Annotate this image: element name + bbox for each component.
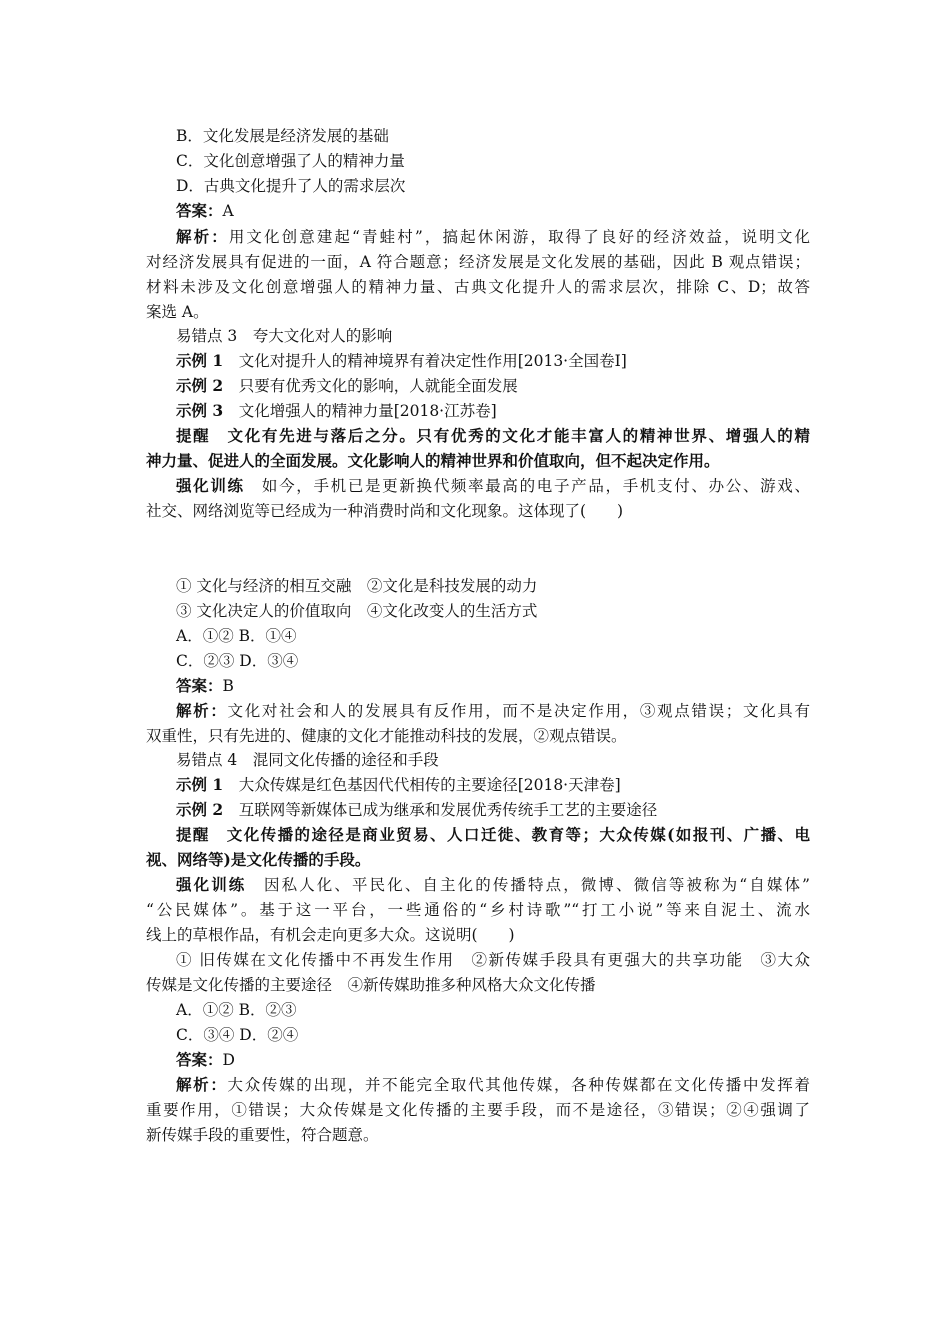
example-text: 大众传媒是红色基因代代相传的主要途径[2018·天津卷] [223,776,621,794]
answer-line [176,1048,235,1072]
drill-line [146,474,810,498]
analysis-label: 解析： [176,1075,228,1094]
example-label: 示例 2 [176,376,224,395]
option-line: A．①② B．①④ [176,627,297,645]
example-line [176,798,657,822]
answer-value: D [222,1051,235,1069]
option-line: C．③④ D．②④ [176,1026,299,1044]
analysis-line [146,225,810,249]
analysis-text: 文化对社会和人的发展具有反作用，而不是决定作用，③观点错误；文化具有 [227,702,810,720]
analysis-line: 新传媒手段的重要性，符合题意。 [146,1126,379,1144]
drill-line: “公民媒体”。基于这一平台，一些通俗的“乡村诗歌”“打工小说”等来自泥土、流水 [146,901,810,919]
example-text: 文化对提升人的精神境界有着决定性作用[2013·全国卷Ⅰ] [223,352,627,370]
example-label: 示例 1 [176,775,224,794]
tip-line: 提醒 文化有先进与落后之分。只有优秀的文化才能丰富人的精神世界、增强人的精 [176,426,810,445]
analysis-label: 解析： [176,227,229,246]
example-label: 示例 1 [176,351,224,370]
answer-value: A [222,202,234,220]
tip-line: 神力量、促进人的全面发展。文化影响人的精神世界和价值取向，但不起决定作用。 [146,451,720,470]
drill-label: 强化训练 [176,875,247,894]
example-text: 互联网等新媒体已成为继承和发展优秀传统手工艺的主要途径 [223,801,658,819]
answer-label: 答案： [176,676,223,695]
section-heading: 易错点 4 混同文化传播的途径和手段 [176,751,439,769]
analysis-line: 双重性，只有先进的、健康的文化才能推动科技的发展，②观点错误。 [146,727,627,745]
analysis-line: 对经济发展具有促进的一面，A 符合题意；经济发展是文化发展的基础，因此 B 观点错误； [146,253,810,271]
analysis-text: 大众传媒的出现，并不能完全取代其他传媒，各种传媒都在文化传播中发挥着 [227,1076,810,1094]
answer-value: B [222,677,234,695]
drill-text: 如今，手机已是更新换代频率最高的电子产品，手机支付、办公、游戏、 [244,477,810,495]
choice-line: 传媒是文化传播的主要途径 ④新传媒助推多种风格大众文化传播 [146,976,596,994]
answer-label: 答案： [176,1050,223,1069]
choice-line: ① 旧传媒在文化传播中不再发生作用 ②新传媒手段具有更强大的共享功能 ③大众 [176,951,810,969]
analysis-line [146,699,810,723]
tip-line: 提醒 文化传播的途径是商业贸易、人口迁徙、教育等；大众传媒(如报刊、广播、电 [176,825,810,844]
option-line: A．①② B．②③ [176,1001,297,1019]
answer-line [176,674,234,698]
option-b: B．文化发展是经济发展的基础 [176,127,389,145]
drill-text: 因私人化、平民化、自主化的传播特点，微博、微信等被称为“自媒体” [246,876,810,894]
analysis-text: 用文化创意建起“青蛙村”，搞起休闲游，取得了良好的经济效益，说明文化 [228,228,810,246]
example-line [176,349,627,373]
example-line [176,773,621,797]
analysis-line: 案选 A。 [146,303,209,321]
drill-label: 强化训练 [176,476,245,495]
choice-line: ③ 文化决定人的价值取向 ④文化改变人的生活方式 [176,602,538,620]
answer-line [176,199,234,223]
example-label: 示例 2 [176,800,224,819]
tip-line: 视、网络等)是文化传播的手段。 [146,850,371,869]
example-text: 只要有优秀文化的影响，人就能全面发展 [223,377,518,395]
section-heading: 易错点 3 夸大文化对人的影响 [176,327,393,345]
answer-label: 答案： [176,201,223,220]
option-line: C．②③ D．③④ [176,652,299,670]
example-line [176,374,518,398]
drill-line [146,873,810,897]
analysis-line: 重要作用，①错误；大众传媒是文化传播的主要手段，而不是途径，③错误；②④强调了 [146,1101,810,1119]
example-label: 示例 3 [176,401,224,420]
analysis-line [146,1073,810,1097]
analysis-line: 材料未涉及文化创意增强人的精神力量、古典文化提升人的需求层次，排除 C、D；故答 [146,278,810,296]
analysis-label: 解析： [176,701,228,720]
example-text: 文化增强人的精神力量[2018·江苏卷] [223,402,497,420]
choice-line: ① 文化与经济的相互交融 ②文化是科技发展的动力 [176,577,538,595]
example-line [176,399,497,423]
option-d: D．古典文化提升了人的需求层次 [176,177,406,195]
drill-line: 社交、网络浏览等已经成为一种消费时尚和文化现象。这体现了( ) [146,502,624,520]
option-c: C．文化创意增强了人的精神力量 [176,152,405,170]
drill-line: 线上的草根作品，有机会走向更多大众。这说明( ) [146,926,515,944]
